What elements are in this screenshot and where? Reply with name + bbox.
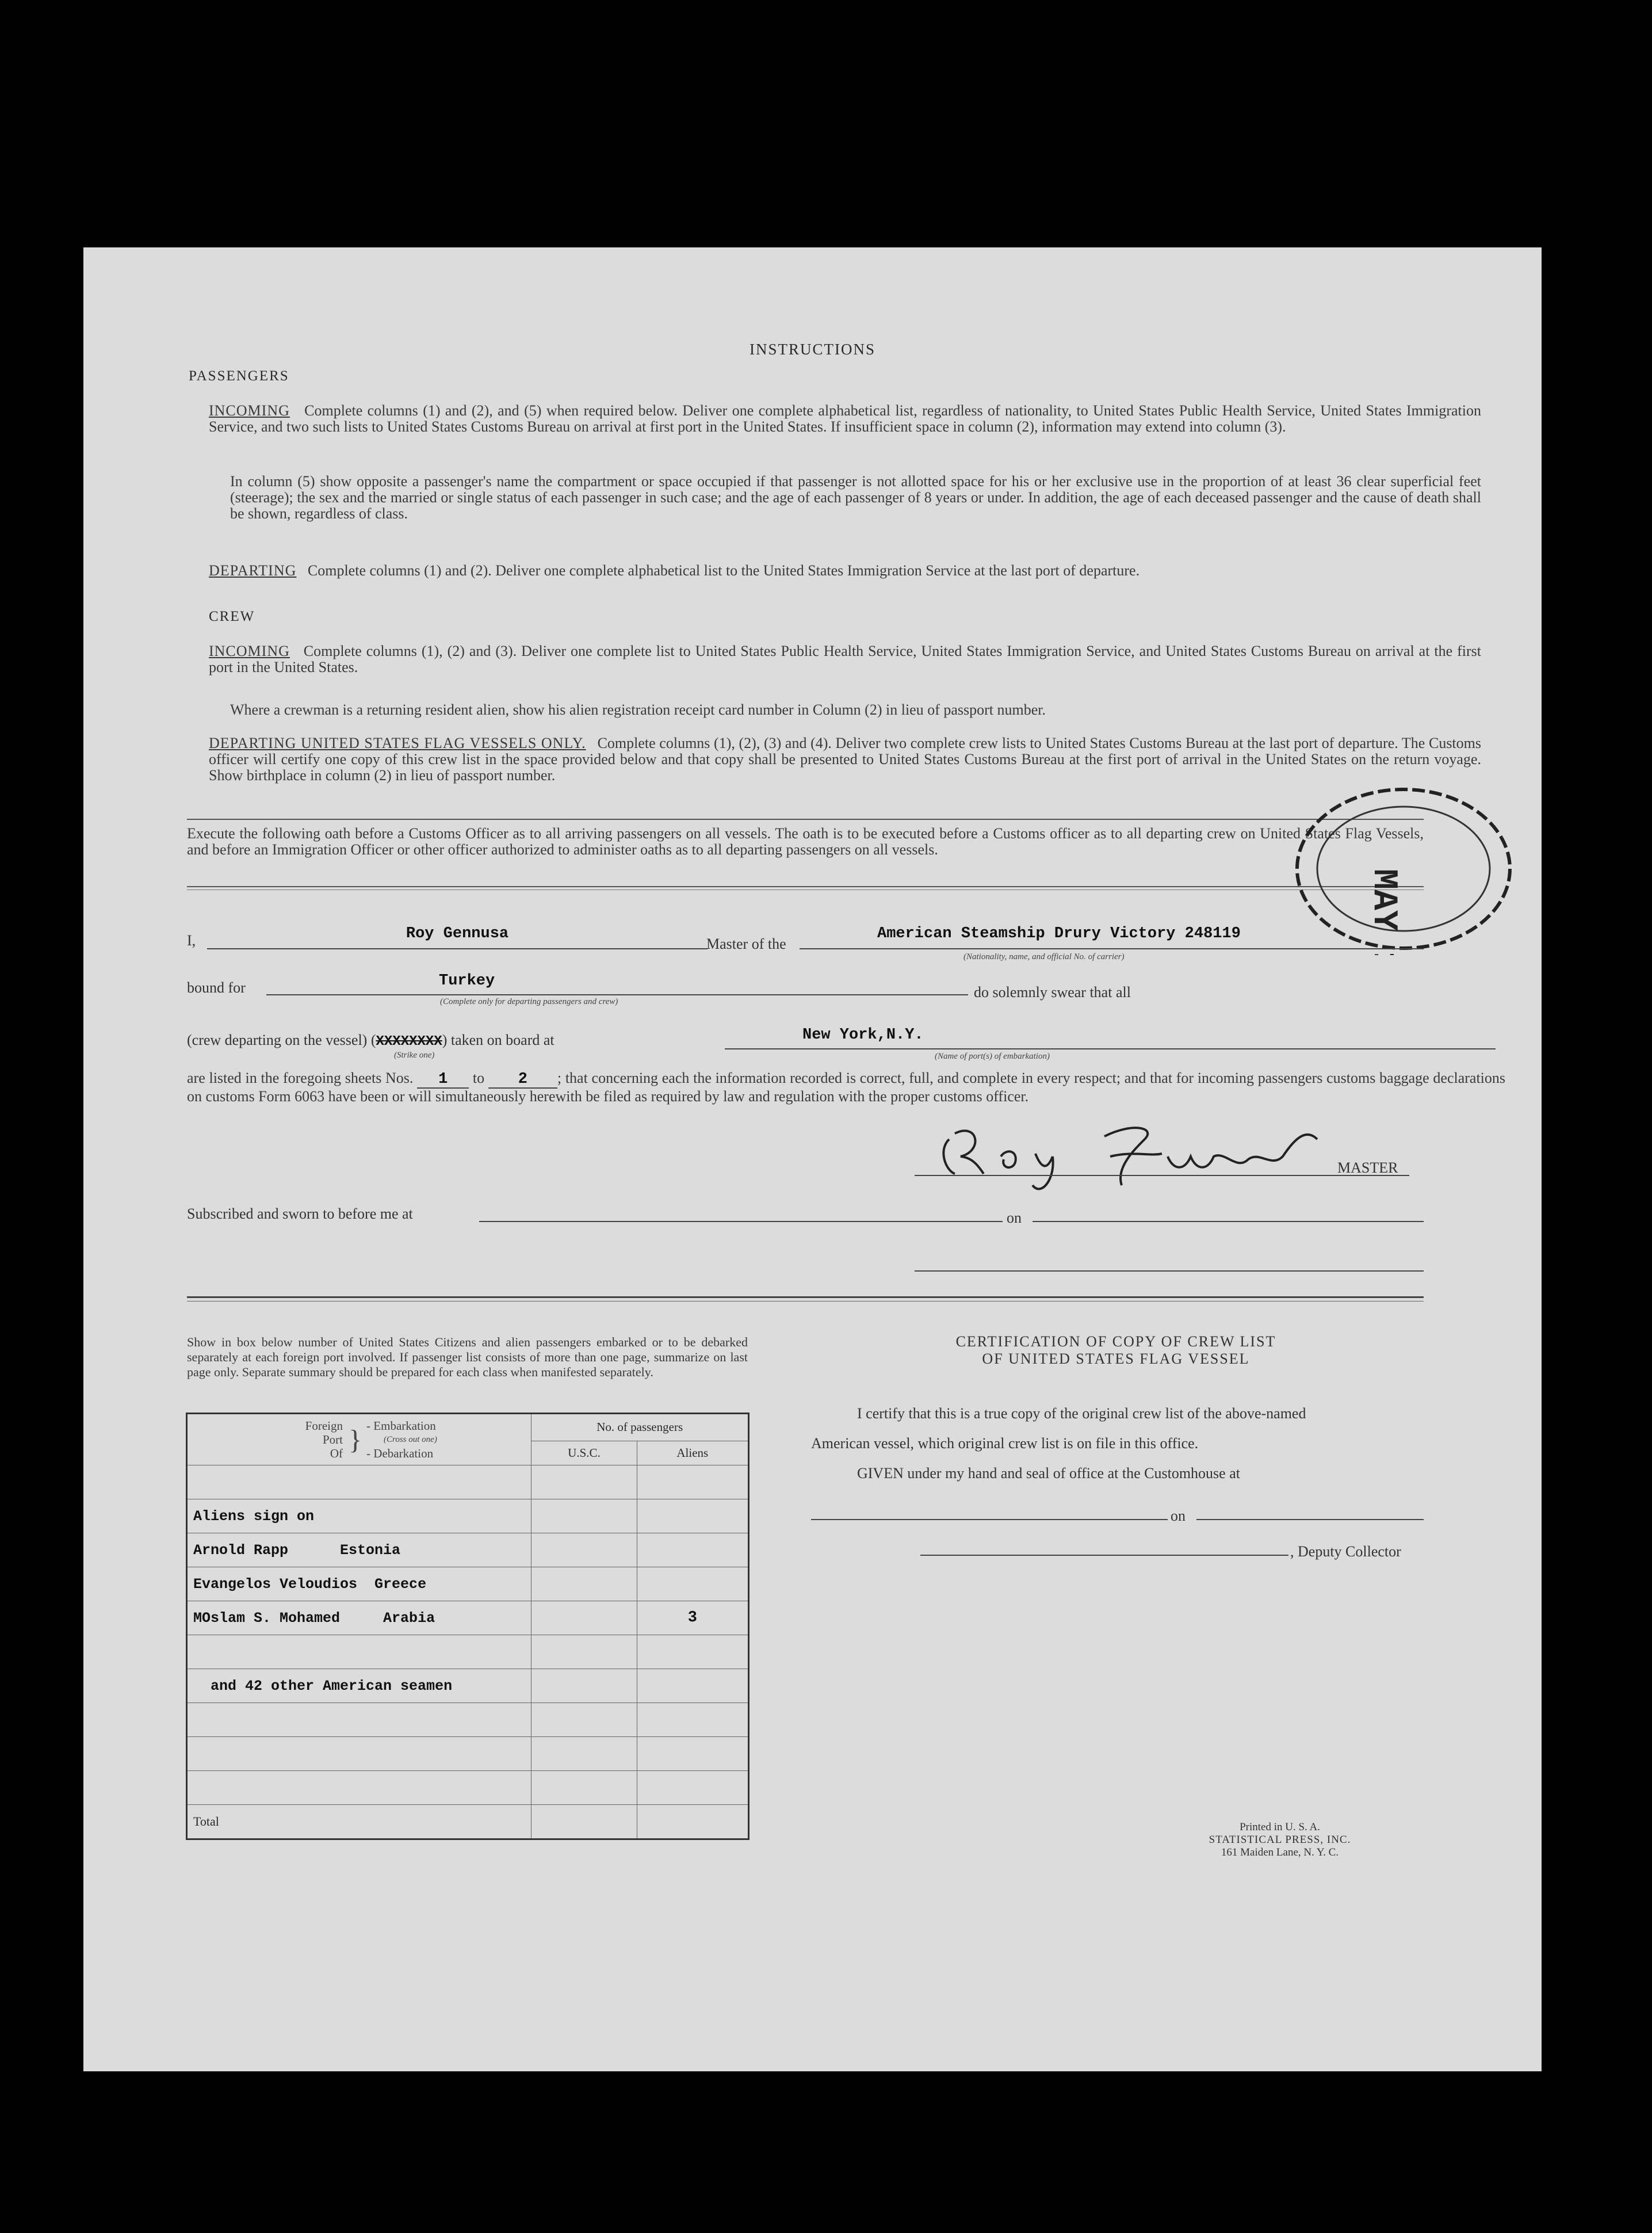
subscribed-label: Subscribed and sworn to before me at [187,1205,413,1222]
total-label: Total [187,1805,531,1839]
deputy-collector-label: , Deputy Collector [1290,1543,1401,1560]
passengers-departing-text: Complete columns (1) and (2). Deliver one complete alphabetical list to the United States Immigration Service at the last port of departure. [307,562,1140,579]
instructions-title: INSTRUCTIONS [749,341,875,358]
swear-label: do solemnly swear that all [974,984,1131,1001]
table-row [187,1703,749,1737]
divider-bottom [187,1296,1424,1298]
carrier-value: American Steamship Drury Victory 248119 [877,925,1241,942]
deputy-collector-line [920,1555,1288,1556]
certification-line-3: GIVEN under my hand and seal of office at the Customhouse at [857,1465,1240,1482]
header-no-passengers: No. of passengers [531,1414,749,1441]
officer-signature-line [915,1270,1424,1272]
subscribed-date-line [1032,1221,1424,1222]
port-caption: (Name of port(s) of embarkation) [935,1052,1050,1061]
certification-date-line [1196,1519,1424,1520]
divider-top [187,819,1424,820]
customhouse-line [811,1519,1168,1520]
crew-incoming-text: Complete columns (1), (2) and (3). Deliver one complete list to United States Public Health Service, United States Immigration Service, and United States Customs Bureau on arrival at the first port in the United States. [209,643,1481,675]
master-name: Roy Gennusa [406,925,509,942]
sheets-paragraph [187,1070,1505,1105]
header-usc: U.S.C. [531,1441,637,1465]
certification-line-1: I certify that this is a true copy of the original crew list of the above-named [857,1405,1306,1422]
printer-line-3: 161 Maiden Lane, N. Y. C. [1221,1846,1339,1858]
certification-line-2: American vessel, which original crew list is on file in this office. [811,1435,1199,1452]
crew-incoming-label: INCOMING [209,643,290,659]
passengers-heading: PASSENGERS [189,368,289,384]
port-value: New York,N.Y. [802,1026,924,1044]
table-row [187,1737,749,1771]
sheet-to: 2 [488,1071,557,1089]
printer-line-1: Printed in U. S. A. [1240,1821,1320,1833]
signature-line [915,1175,1409,1176]
table-row: and 42 other American seamen [187,1669,749,1703]
table-row: Evangelos Veloudios Greece [187,1567,749,1601]
crew-departing-label: DEPARTING UNITED STATES FLAG VESSELS ONLY. [209,735,586,751]
crew-departing-label: (crew departing on the vessel) ( [187,1032,376,1048]
passenger-summary-table [186,1413,749,1840]
certification-title-2: OF UNITED STATES FLAG VESSEL [982,1350,1250,1367]
printer-line-2: STATISTICAL PRESS, INC. [1209,1834,1351,1846]
subscribed-location-line [479,1221,1003,1222]
table-row [187,1465,749,1499]
table-row: MOslam S. Mohamed Arabia 3 [187,1601,749,1635]
sheets-prefix: are listed in the foregoing sheets Nos. [187,1070,414,1086]
header-of: Of [330,1446,343,1460]
foreign-port-header: Foreign Port Of } - Embarkation (Cross out one) - Debarkation [187,1414,531,1465]
table-row: Arnold Rapp Estonia [187,1533,749,1567]
crew-departing-line [187,1032,555,1049]
summary-instructions: Show in box below number of United States Citizens and alien passengers embarked or to be debarked separately at each foreign port involved. If passenger list consists of more than one page, summarize on last page only. Separate summary should be prepared for each class when manifested separately. [187,1335,748,1379]
certification-on-label: on [1171,1507,1186,1524]
passengers-col5-paragraph: In column (5) show opposite a passenger's name the compartment or space occupied if that passenger is not allotted space for his or her exclusive use in the proportion of at least 36 clear superficial feet (steerage); the sex and the married or single status of each passenger in such case; and the age of each passenger of 8 years or under. In addition, the age of each deceased passenger and the cause of death shall be shown, regardless of class. [230,473,1481,522]
passengers-incoming-label: INCOMING [209,402,290,419]
header-debarkation: - Debarkation [366,1446,434,1460]
crew-departing-paragraph [209,735,1481,784]
passengers-incoming-paragraph [209,403,1481,435]
destination-value: Turkey [439,972,495,990]
port-line [725,1048,1496,1049]
divider-oath [187,886,1424,887]
passengers-departing-paragraph [209,563,1481,579]
header-port: Port [322,1433,343,1446]
bound-for-label: bound for [187,979,246,996]
master-of-label: Master of the [706,936,786,952]
table-row [187,1771,749,1805]
stamp-text: MAY 1 [1364,869,1403,955]
crew-resident-paragraph: Where a crewman is a returning resident alien, show his alien registration receipt card number in Column (2) in lieu of passport number. [230,701,1046,718]
oath-i-label: I, [187,932,196,949]
header-foreign: Foreign [305,1419,343,1433]
total-row [187,1805,749,1839]
document-page [83,247,1542,2071]
passengers-incoming-text: Complete columns (1) and (2), and (5) when required below. Deliver one complete alphabetical list, regardless of nationality, to United States Public Health Service, United States Immigration Service, and two such lists to United States Customs Bureau on arrival at first port in the United States. If insufficient space in column (2), information may extend into column (3). [209,402,1482,435]
struck-out-value: XXXXXXXX [376,1034,442,1049]
passengers-departing-label: DEPARTING [209,562,297,579]
carrier-caption: (Nationality, name, and official No. of carrier) [963,952,1125,961]
header-cross-out: (Cross out one) [384,1435,437,1444]
customs-stamp [1288,782,1519,955]
table-row [187,1635,749,1669]
crew-departing-text: Complete columns (1), (2), (3) and (4). Deliver two complete crew lists to United States Customs Bureau at the last port of departure. The Customs officer will certify one copy of this crew list in the space provided below and that copy shall be presented to United States Customs Bureau at the first port of arrival in the United States on the return voyage. Show birthplace in column (2) in lieu of passport number. [209,735,1481,784]
taken-on-board-label: ) taken on board at [442,1032,555,1048]
table-row: Aliens sign on [187,1499,749,1533]
certification-title-1: CERTIFICATION OF COPY OF CREW LIST [955,1333,1276,1350]
strike-caption: (Strike one) [394,1051,435,1060]
crew-heading: CREW [209,609,255,624]
sheets-suffix: ; that concerning each the information recorded is correct, full, and complete in every respect; and that for incoming passengers customs baggage declarations on customs Form 6063 have been or will simultaneously herewith be filed as required by law and regulation with the proper customs officer. [187,1070,1506,1105]
destination-caption: (Complete only for departing passengers and crew) [440,997,618,1006]
header-embarkation: - Embarkation [366,1419,436,1433]
master-name-line [207,948,708,949]
header-aliens: Aliens [637,1441,748,1465]
carrier-line [800,948,1424,949]
destination-line [266,994,968,995]
master-label: MASTER [1337,1159,1398,1176]
sheets-to-label: to [472,1070,485,1086]
sheet-from: 1 [417,1071,469,1089]
crew-incoming-paragraph [209,643,1481,675]
oath-intro: Execute the following oath before a Customs Officer as to all arriving passengers on all vessels. The oath is to be executed before a Customs officer as to all departing crew on United States Flag Vessels, and before an Immigration Officer or other officer authorized to administer oaths as to all departing passengers on all vessels. [187,825,1424,858]
printer-imprint [1194,1821,1366,1859]
subscribed-on-label: on [1007,1209,1022,1226]
master-signature [915,1116,1363,1191]
